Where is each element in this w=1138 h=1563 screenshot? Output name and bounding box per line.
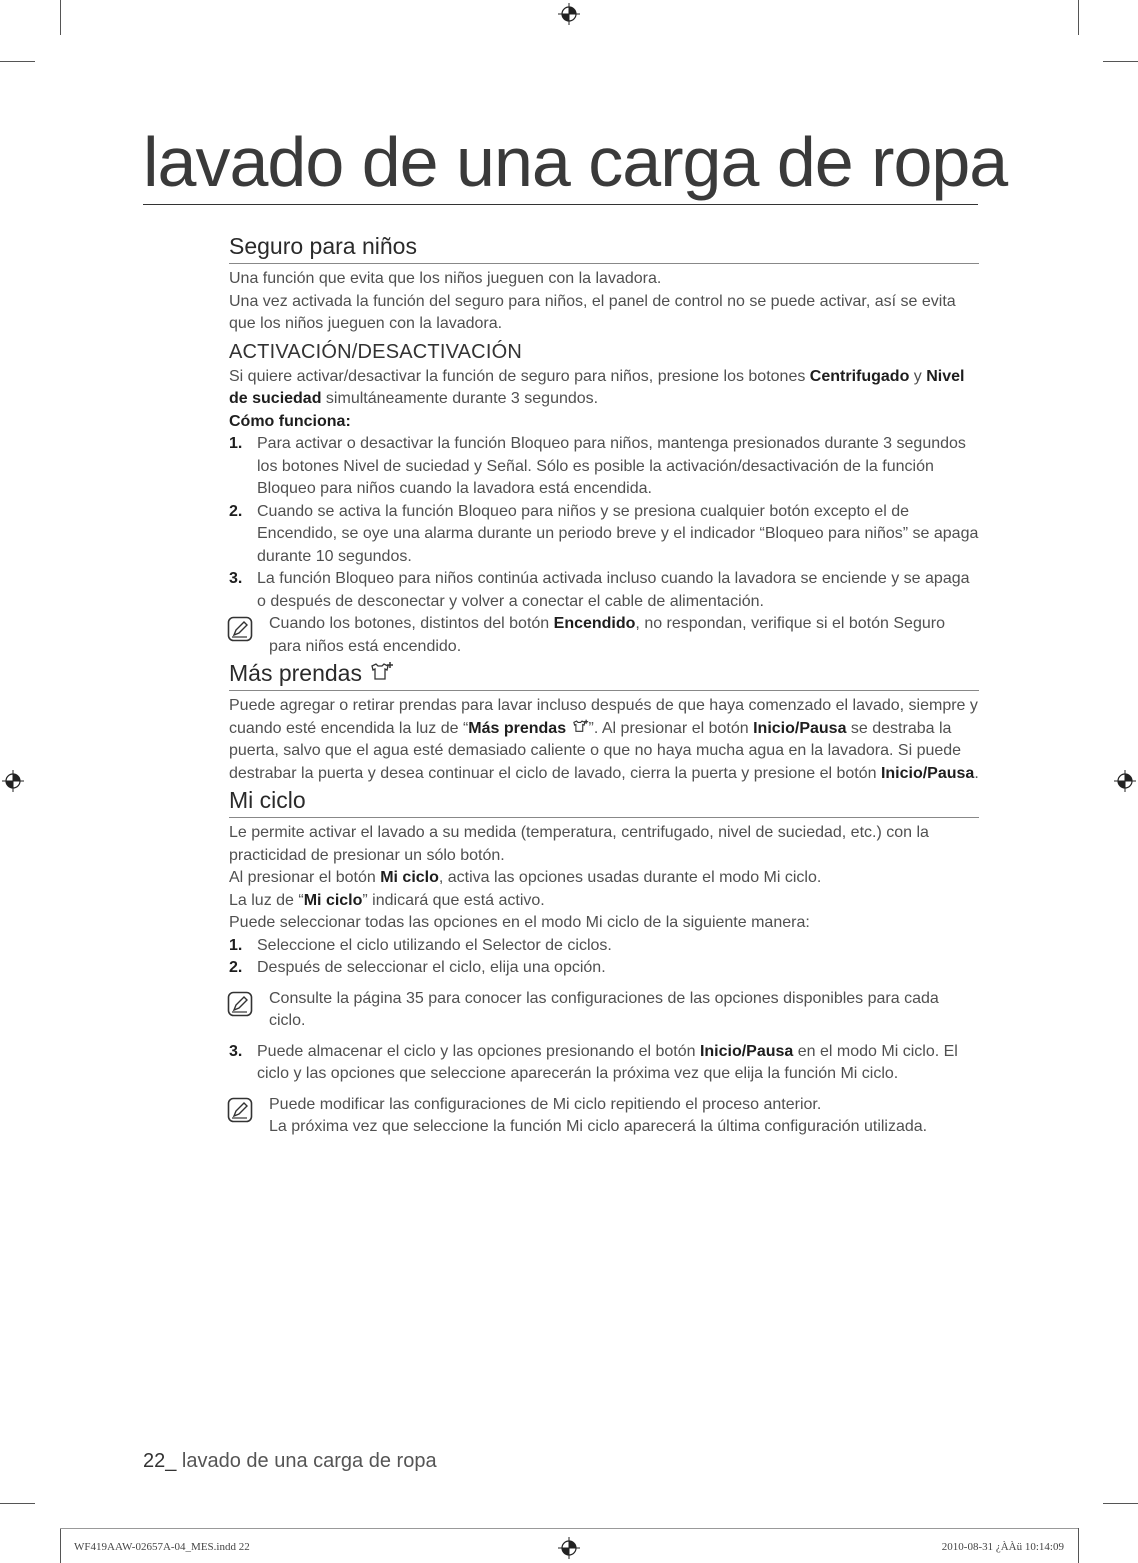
list-number: 2. xyxy=(229,959,243,976)
text-span: Al presionar el botón xyxy=(229,869,381,886)
paragraph xyxy=(229,867,979,890)
crop-mark xyxy=(1103,61,1138,62)
note xyxy=(229,613,979,658)
text-span: ” indicará que está activo. xyxy=(362,891,545,909)
list-text: Después de seleccionar el ciclo, elija una opción. xyxy=(257,959,606,976)
list-number: 3. xyxy=(229,570,243,587)
text-span: ”. Al presionar el botón xyxy=(588,719,754,737)
bold-term: Más prendas xyxy=(468,719,567,737)
list-text: La función Bloqueo para niños continúa activada incluso cuando la lavadora se enciende y se apaga o después de desconectar y volver a conectar el cable de alimentación. xyxy=(257,570,970,610)
slug-date: 2010-08-31 ¿ÀÀü 10:14:09 xyxy=(941,1541,1064,1553)
crop-mark xyxy=(0,61,35,62)
list-number: 1. xyxy=(229,936,243,954)
text-span: y xyxy=(913,367,927,385)
paragraph: Una vez activada la función del seguro para niños, el panel de control no se puede activar, así se evita que los niños jueguen con la lavadora. xyxy=(229,292,956,332)
note xyxy=(229,1094,979,1139)
bold-term: Cómo funciona: xyxy=(229,412,351,430)
list-text: Seleccione el ciclo utilizando el Selector de ciclos. xyxy=(257,936,612,954)
note-pencil-icon xyxy=(227,991,253,1017)
section-heading-mi-ciclo: Mi ciclo xyxy=(229,785,979,818)
main-content xyxy=(229,231,979,1139)
bold-term: Mi ciclo xyxy=(303,891,363,909)
slug-rule xyxy=(60,1528,1078,1529)
bold-term: Inicio/Pausa xyxy=(880,764,975,782)
bold-term: Centrifugado xyxy=(809,367,910,385)
note-pencil-icon xyxy=(227,616,253,642)
text-span: Puede agregar o retirar prendas para lavar incluso después de que haya comenzado el lavado, siempre y cuando esté encendida la luz de “ xyxy=(229,697,978,737)
note-text: Puede modificar las configuraciones de Mi ciclo repitiendo el proceso anterior. xyxy=(269,1095,822,1113)
bold-term: Encendido xyxy=(553,615,636,632)
bold-term: Inicio/Pausa xyxy=(699,1042,794,1060)
paragraph: Una función que evita que los niños jueguen con la lavadora. xyxy=(229,270,662,287)
add-garment-icon xyxy=(368,661,394,683)
paragraph-activacion xyxy=(229,366,979,411)
note xyxy=(229,988,979,1033)
section-heading-mas-prendas xyxy=(229,658,979,691)
text-span: Consulte la página 35 para conocer las configuraciones de las opciones disponibles para cada ciclo. xyxy=(269,989,939,1029)
subheading-activacion: ACTIVACIÓN/DESACTIVACIÓN xyxy=(229,340,522,363)
crop-mark xyxy=(60,0,61,35)
list-text: Para activar o desactivar la función Bloqueo para niños, mantenga presionados durante 3 segundos los botones Nivel de suciedad y Señal. Sólo es posible la activación/desactivación de la función Bloqueo para niños cuando la lavadora está encendida. xyxy=(257,435,966,497)
page-footer-label: lavado de una carga de ropa xyxy=(176,1450,437,1472)
text-span: simultáneamente durante 3 segundos. xyxy=(321,390,599,407)
page-title: lavado de una carga de ropa xyxy=(143,120,978,205)
paragraph: Le permite activar el lavado a su medida (temperatura, centrifugado, nivel de suciedad, etc.) con la practicidad de presionar un sólo botón. xyxy=(229,824,929,864)
text-span: en el modo Mi ciclo. El ciclo y las opciones que seleccione aparecerán la próxima vez que elija la función Mi ciclo. xyxy=(257,1042,958,1082)
text-span: . xyxy=(974,764,979,782)
text-span: , no respondan, verifique si el botón Seguro para niños está encendido. xyxy=(269,615,945,655)
bold-term: Inicio/Pausa xyxy=(753,719,847,737)
text-span: Puede almacenar el ciclo y las opciones presionando el botón xyxy=(257,1042,700,1060)
bold-term: Nivel de suciedad xyxy=(229,367,965,407)
section-heading-seguro: Seguro para niños xyxy=(229,231,979,264)
list-item xyxy=(229,433,979,501)
add-garment-icon xyxy=(571,719,589,734)
how-label xyxy=(229,411,979,434)
registration-mark-icon xyxy=(558,1537,580,1559)
text-span: La luz de “ xyxy=(229,891,304,909)
crop-mark xyxy=(1103,1503,1138,1504)
list-item xyxy=(229,501,979,569)
registration-mark-icon xyxy=(2,770,24,792)
crop-mark xyxy=(0,1503,35,1504)
list-item xyxy=(229,1041,979,1086)
text-span: , activa las opciones usadas durante el modo Mi ciclo. xyxy=(438,869,822,886)
crop-mark xyxy=(60,1528,61,1563)
text-span: Cuando los botones, distintos del botón xyxy=(269,615,554,632)
note-pencil-icon xyxy=(227,1097,253,1123)
heading-text: Más prendas xyxy=(229,660,362,686)
crop-mark xyxy=(1078,1528,1079,1563)
list-number: 2. xyxy=(229,502,243,520)
list-item xyxy=(229,957,979,980)
note-text: La próxima vez que seleccione la función Mi ciclo aparecerá la última configuración utilizada. xyxy=(269,1118,928,1135)
slug-file: WF419AAW-02657A-04_MES.indd 22 xyxy=(74,1541,250,1553)
bold-term: Mi ciclo xyxy=(380,869,439,886)
list-number: 3. xyxy=(229,1042,243,1060)
paragraph: Puede seleccionar todas las opciones en el modo Mi ciclo de la siguiente manera: xyxy=(229,914,810,931)
paragraph-mas-prendas xyxy=(229,695,979,785)
page-footer xyxy=(143,1450,437,1473)
registration-mark-icon xyxy=(1114,770,1136,792)
crop-mark xyxy=(1078,0,1079,35)
list-number: 1. xyxy=(229,435,243,452)
list-item xyxy=(229,935,979,958)
list-text: Cuando se activa la función Bloqueo para niños y se presiona cualquier botón excepto el de Encendido, se oye una alarma durante un periodo breve y el indicador “Bloqueo para niños” se apaga durante 10 segundos. xyxy=(257,502,979,565)
text-span: se destraba la puerta, salvo que el agua esté demasiado caliente o que no haya mucha agua en la lavadora. Si puede destrabar la puerta y desea continuar el ciclo de lavado, cierra la puerta y presione el botón xyxy=(229,719,962,782)
list-item xyxy=(229,568,979,613)
paragraph xyxy=(229,890,979,913)
page-number: 22_ xyxy=(143,1450,177,1472)
registration-mark-icon xyxy=(558,3,580,25)
text-span: Si quiere activar/desactivar la función de seguro para niños, presione los botones xyxy=(229,367,810,385)
